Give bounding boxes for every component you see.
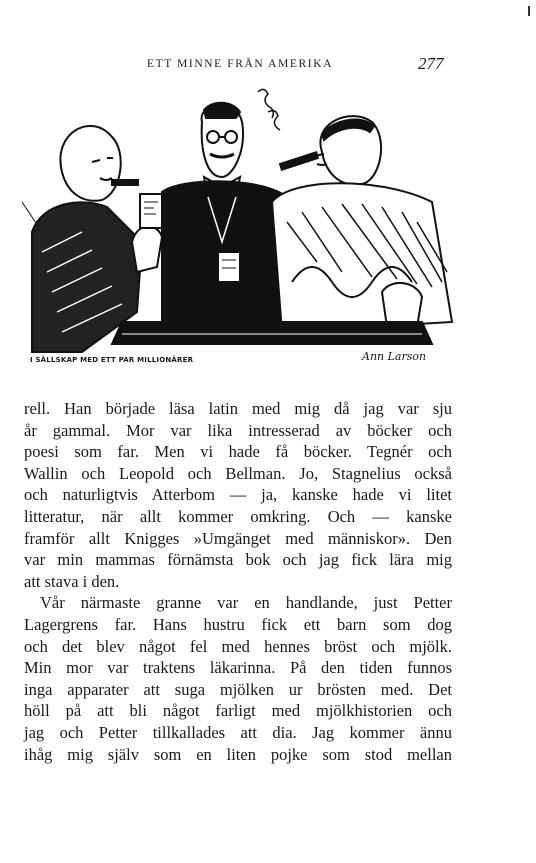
- text-line: höll på att bli något farligt med mjölkhistorien och: [24, 701, 452, 721]
- illustration-caption: I SÄLLSKAP MED ETT PAR MILLIONÄRER: [30, 356, 194, 364]
- text-line: litteratur, när allt kommer omkring. Och — kanske: [24, 506, 452, 526]
- page-number: 277: [418, 54, 444, 73]
- text-line: Lagergrens far. Hans hustru fick ett barn som dog: [24, 614, 452, 634]
- text-line: Min mor var traktens läkarinna. På den tiden funnos: [24, 658, 452, 678]
- running-title: ETT MINNE FRÅN AMERIKA: [146, 58, 334, 70]
- page-edge-mark: [528, 6, 530, 16]
- body-text: [24, 398, 452, 765]
- text-line: poesi som far. Men vi hade få böcker. Tegnér och: [24, 442, 452, 462]
- running-head: [0, 54, 536, 78]
- text-line: och naturligtvis Atterbom — ja, kanske hade vi litet: [24, 485, 452, 505]
- text-line: Wallin och Leopold och Bellman. Jo, Stagnelius också: [24, 463, 452, 483]
- text-line: år gammal. Mor var lika intresserad av böcker och: [24, 420, 452, 440]
- text-line: framför allt Knigges »Umgänget med människor». Den: [24, 528, 452, 548]
- text-line: Vår närmaste granne var en handlande, just Petter: [40, 593, 452, 613]
- cartoon-drawing: [22, 82, 454, 382]
- artist-signature: Ann Larson: [362, 350, 427, 363]
- text-line: inga apparater att suga mjölken ur brösten med. Det: [24, 679, 452, 699]
- text-line: ihåg mig själv som en liten pojke som stod mellan: [24, 744, 452, 764]
- text-line: jag och Petter tillkallades att dia. Jag kommer ännu: [24, 722, 452, 742]
- cartoon-illustration: [22, 82, 454, 382]
- text-line: och det blev något fel med hennes bröst och mjölk.: [24, 636, 452, 656]
- text-line: att stava i den.: [24, 571, 120, 591]
- text-line: var min mammas förnämsta bok och jag fick lära mig: [24, 550, 452, 570]
- text-line: rell. Han började läsa latin med mig då jag var sju: [24, 399, 452, 418]
